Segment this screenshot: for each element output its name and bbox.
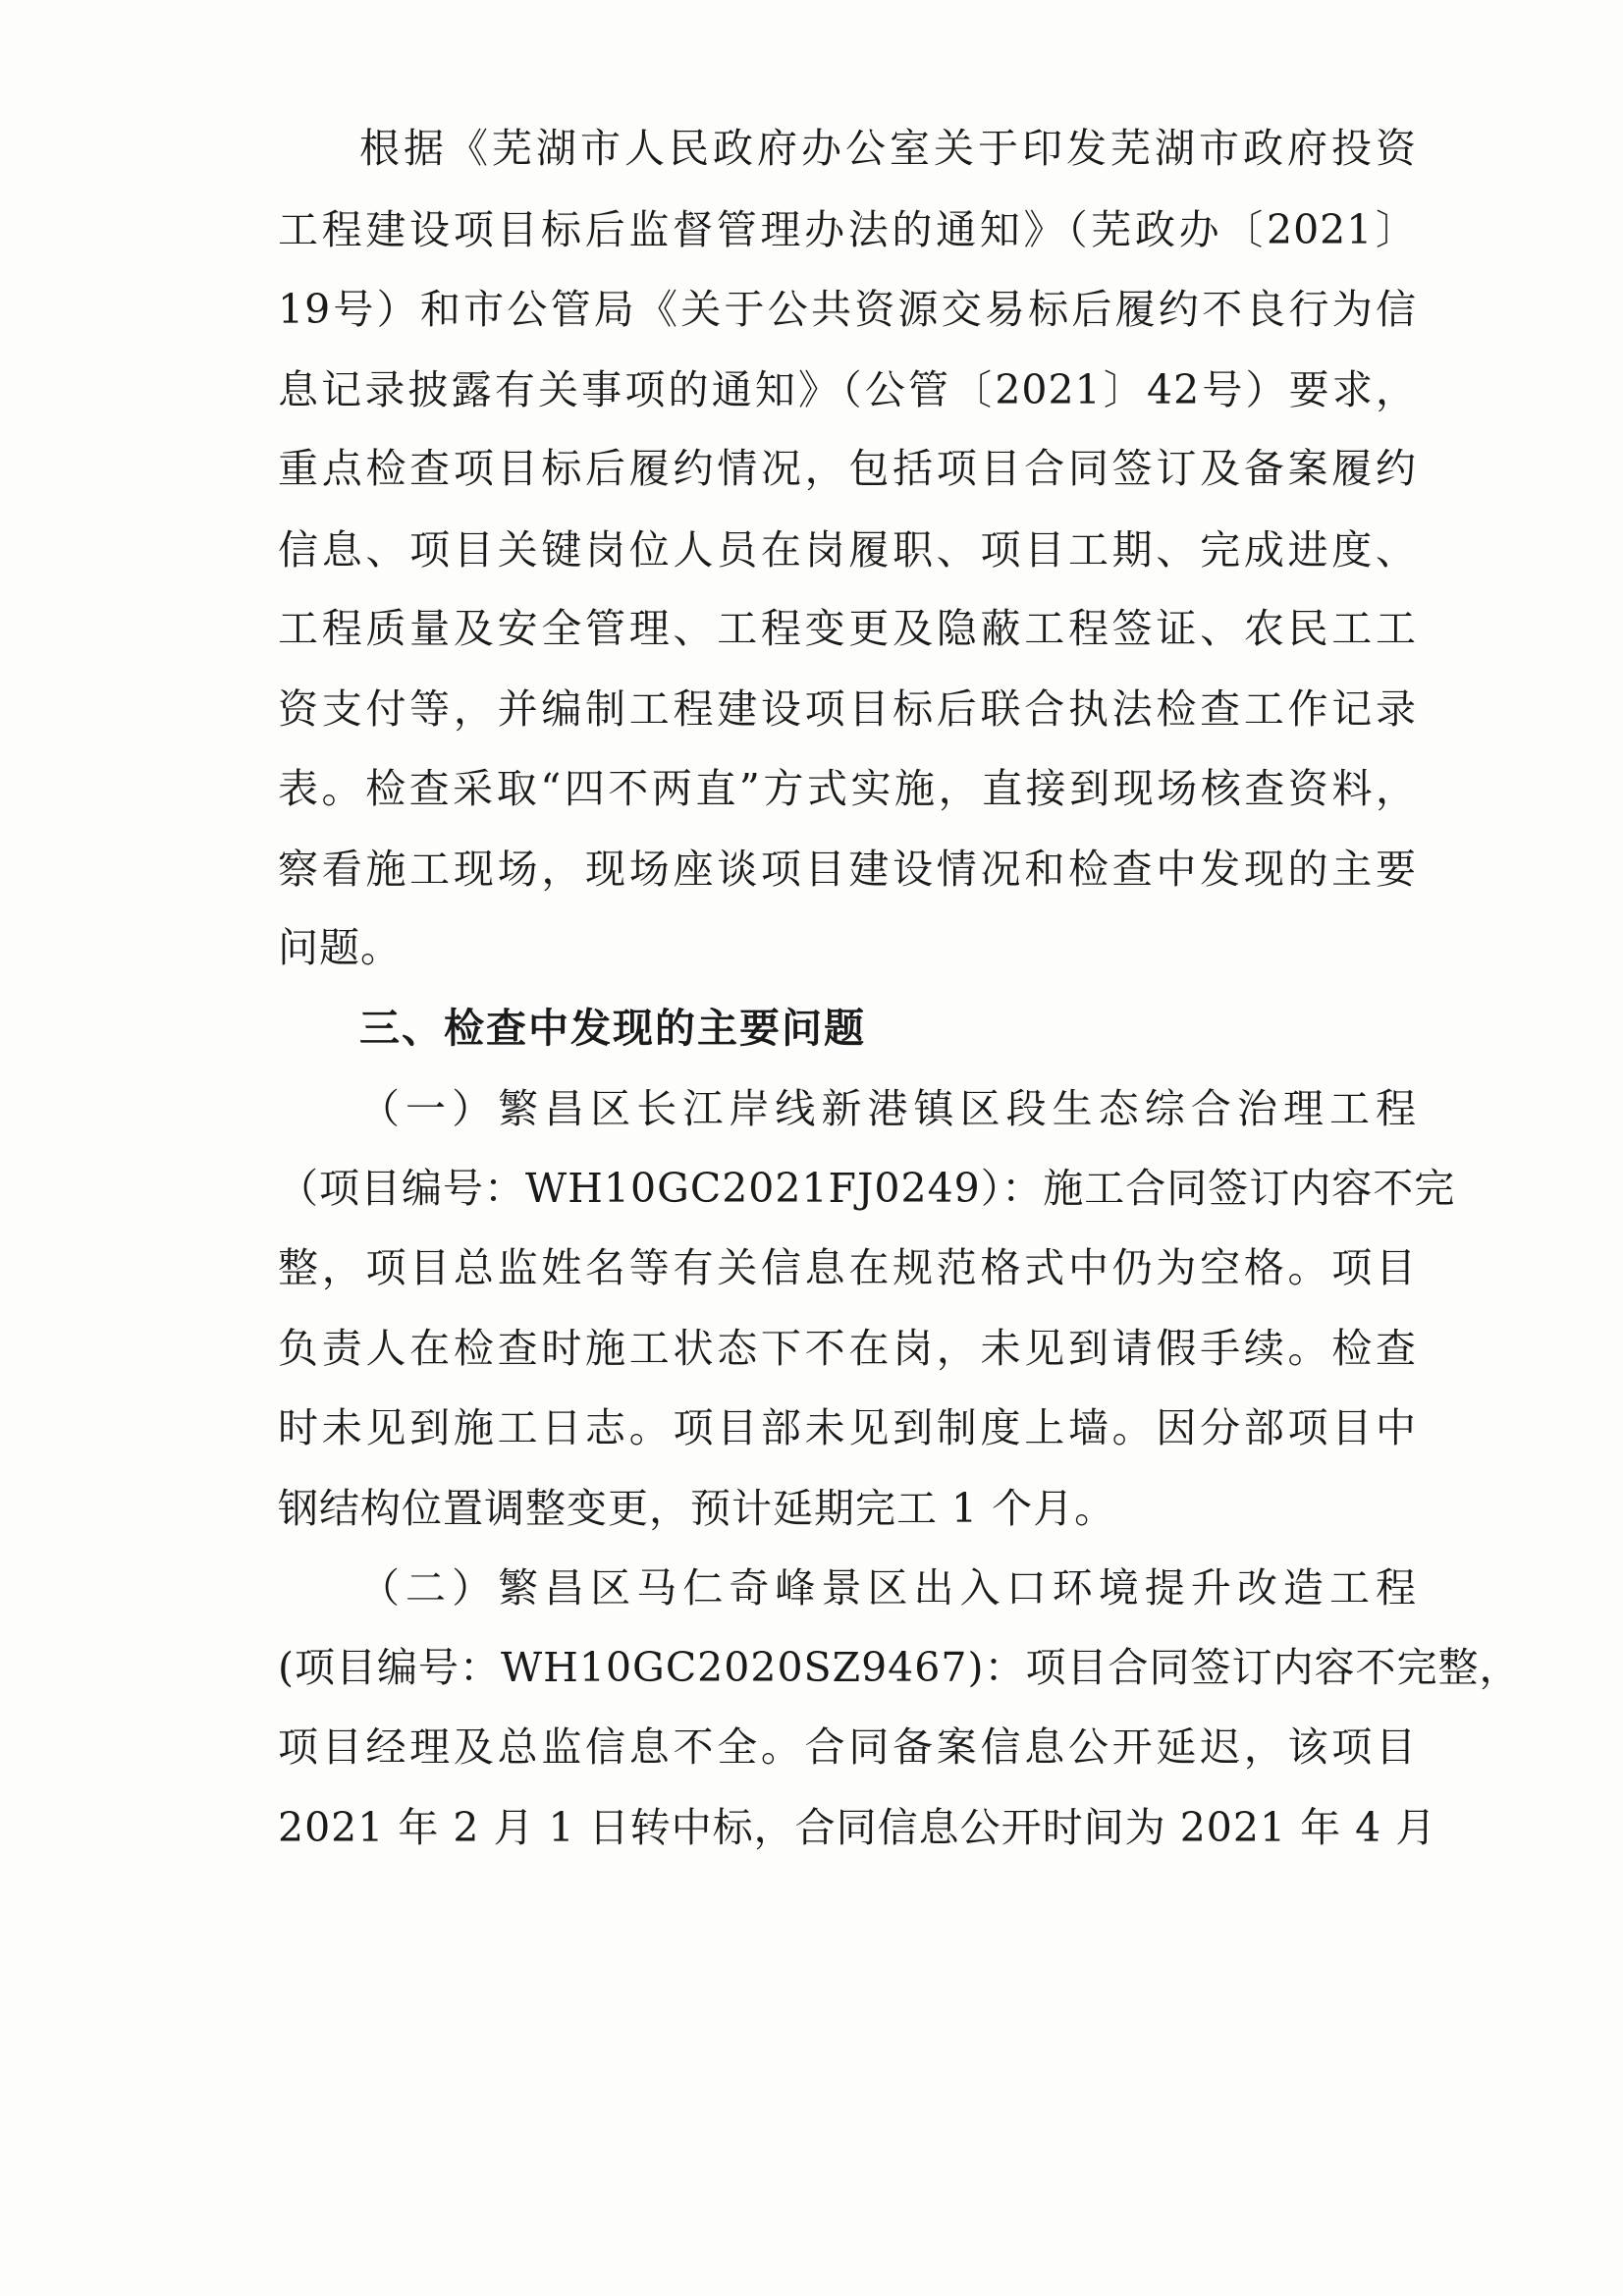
paragraph-1-line-4: 息记录披露有关事项的通知》（公管〔2021〕42号）要求， bbox=[278, 366, 1417, 413]
paragraph-1-line-8: 资支付等，并编制工程建设项目标后联合执法检查工作记录 bbox=[278, 685, 1417, 733]
item-2-line-3: 项目经理及总监信息不全。合同备案信息公开延迟，该项目 bbox=[278, 1723, 1417, 1771]
paragraph-1-line-10: 察看施工现场，现场座谈项目建设情况和检查中发现的主要 bbox=[278, 846, 1417, 893]
item-1-line-5: 时未见到施工日志。项目部未见到制度上墙。因分部项目中 bbox=[278, 1404, 1417, 1451]
item-1-line-4: 负责人在检查时施工状态下不在岗，未见到请假手续。检查 bbox=[278, 1325, 1417, 1372]
item-1-line-6: 钢结构位置调整变更，预计延期完工 1 个月。 bbox=[278, 1485, 1116, 1532]
paragraph-1-line-6: 信息、项目关键岗位人员在岗履职、项目工期、完成进度、 bbox=[278, 526, 1417, 574]
item-2-line-4: 2021 年 2 月 1 日转中标，合同信息公开时间为 2021 年 4 月 bbox=[278, 1804, 1437, 1851]
item-2-line-2: (项目编号：WH10GC2020SZ9467)：项目合同签订内容不完整， bbox=[278, 1644, 1521, 1691]
paragraph-1-line-7: 工程质量及安全管理、工程变更及隐蔽工程签证、农民工工 bbox=[278, 605, 1417, 652]
paragraph-1-line-9: 表。检查采取“四不两直”方式实施，直接到现场核查资料， bbox=[278, 765, 1417, 812]
paragraph-1-line-2: 工程建设项目标后监督管理办法的通知》（芜政办〔2021〕 bbox=[278, 206, 1417, 253]
paragraph-1-line-3: 19号）和市公管局《关于公共资源交易标后履约不良行为信 bbox=[278, 286, 1417, 333]
paragraph-1-line-5: 重点检查项目标后履约情况，包括项目合同签订及备案履约 bbox=[278, 445, 1417, 492]
section-heading: 三、检查中发现的主要问题 bbox=[359, 1005, 866, 1052]
paragraph-1-line-11: 问题。 bbox=[278, 924, 402, 971]
item-1-line-3: 整，项目总监姓名等有关信息在规范格式中仍为空格。项目 bbox=[278, 1244, 1417, 1291]
item-2-line-1: （二）繁昌区马仁奇峰景区出入口环境提升改造工程 bbox=[359, 1564, 1417, 1612]
item-1-line-2: （项目编号：WH10GC2021FJ0249）：施工合同签订内容不完 bbox=[278, 1165, 1456, 1212]
item-1-line-1: （一）繁昌区长江岸线新港镇区段生态综合治理工程 bbox=[359, 1085, 1417, 1132]
paragraph-1-line-1: 根据《芜湖市人民政府办公室关于印发芜湖市政府投资 bbox=[359, 125, 1417, 172]
